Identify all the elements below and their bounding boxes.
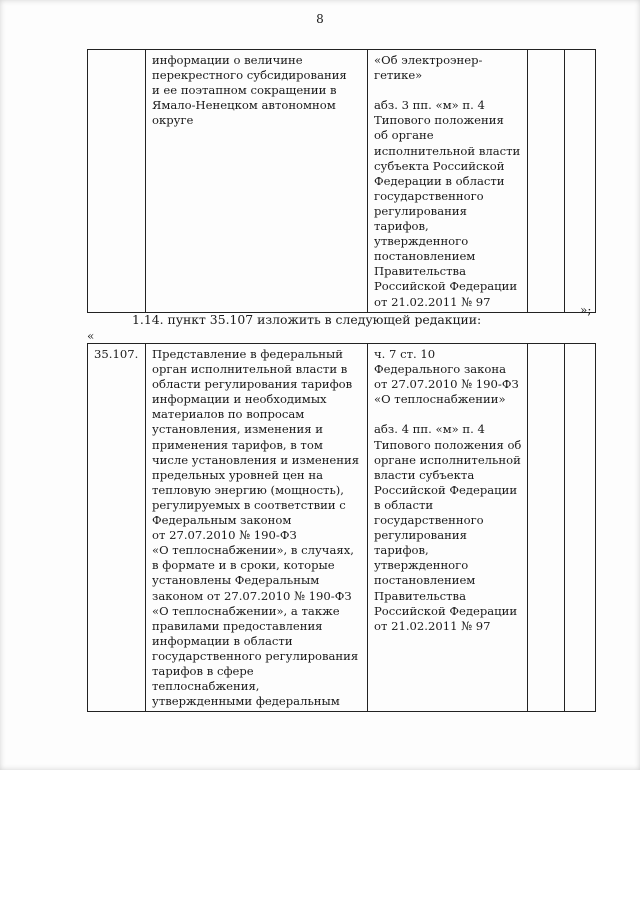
table-bottom bbox=[87, 343, 596, 712]
row-number-cell bbox=[88, 50, 146, 313]
legal-basis-cell: «Об электроэнер- гетике» абз. 3 пп. «м» п. 4 Типового положения об органе исполнительной власти субъекта Российской Федерации в области государственного регулирования тарифов, утвержденного постановлением Правительства Российской Федерации от 21.02.2011 № 97 bbox=[368, 50, 528, 313]
table-row bbox=[88, 50, 596, 313]
description-cell: информации о величине перекрестного субсидирования и ее поэтапном сокращении в Ямало-Ненецком автономном округе bbox=[146, 50, 368, 313]
table-top bbox=[87, 49, 596, 313]
empty-cell bbox=[528, 344, 565, 712]
empty-cell bbox=[565, 50, 596, 313]
blank-area bbox=[0, 770, 640, 905]
empty-cell bbox=[565, 344, 596, 712]
table-row bbox=[88, 344, 596, 712]
closing-quote: »; bbox=[580, 303, 592, 317]
amendment-heading: 1.14. пункт 35.107 изложить в следующей редакции: bbox=[132, 312, 482, 327]
row-number-cell: 35.107. bbox=[88, 344, 146, 712]
description-cell: Представление в федеральный орган исполнительной власти в области регулирования тарифов информации и необходимых материалов по вопросам установления, изменения и применения тарифов, в том числе установления и изменения предельных уровней цен на тепловую энергию (мощность), регулируемых в соответствии с Федеральным законом от 27.07.2010 № 190-ФЗ «О теплоснабжении», в случаях, в формате и в сроки, которые установлены Федеральным законом от 27.07.2010 № 190-ФЗ «О теплоснабжении», а также правилами предоставления информации в области государственного регулирования тарифов в сфере теплоснабжения, утвержденными федеральным bbox=[146, 344, 368, 712]
legal-basis-cell: ч. 7 ст. 10 Федерального закона от 27.07.2010 № 190-ФЗ «О теплоснабжении» абз. 4 пп. «м» п. 4 Типового положения об органе исполнительной власти субъекта Российской Федерации в области государственного регулирования тарифов, утвержденного постановлением Правительства Российской Федерации от 21.02.2011 № 97 bbox=[368, 344, 528, 712]
page-number: 8 bbox=[316, 12, 324, 26]
empty-cell bbox=[528, 50, 565, 313]
opening-quote: « bbox=[87, 329, 95, 343]
